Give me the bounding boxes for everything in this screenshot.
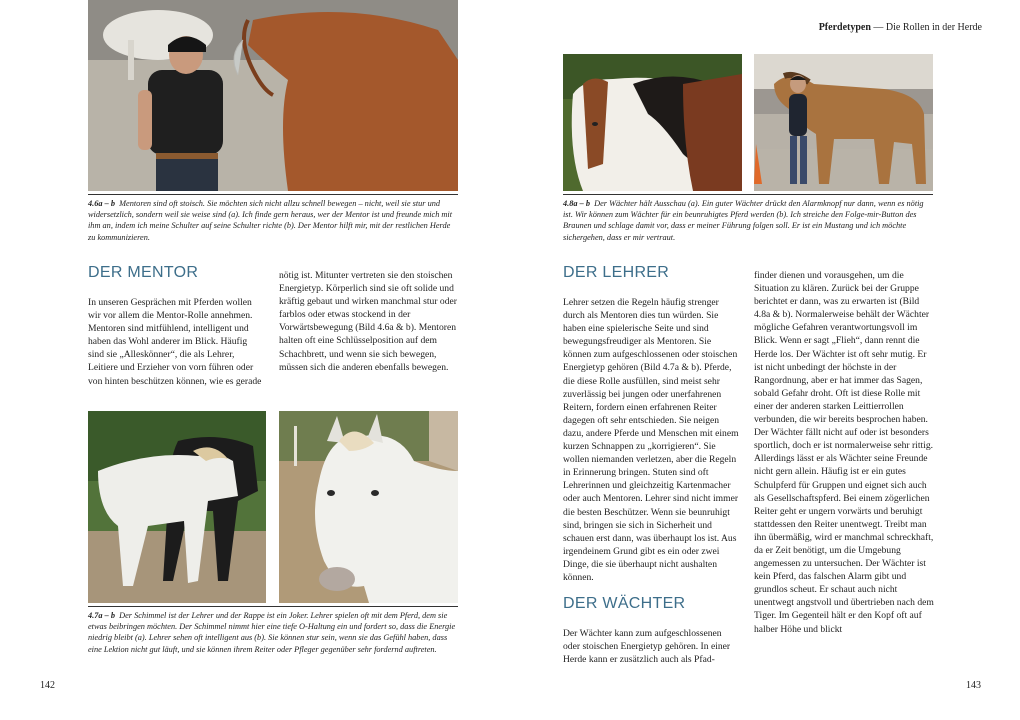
caption-label: 4.6a – b — [88, 199, 115, 208]
lehrer-text: Lehrer setzen die Regeln häufig strenger durch als Mentoren dies tun würden. Sie haben eine spielerische Seite und sind bewegungsfreudiger als Mentoren. Sie können zum aufgeschlossenen oder stoischen Energietyp gehören (Bild 4.7a & b). Pferde, die diese Rolle ausfüllen, sind meist sehr zuverlässig bei jungen oder unerfahrenen Reitern, fordern einen erfahrenen Reiter dagegen oft sehr entschieden. Sie neigen dazu, andere Pferde und Menschen mit einem kurzen Schnappen zu „korrigieren“. Sie wollen niemanden verletzen, aber die Regeln in Erinnerung bringen. Stuten sind oft Lehrerinnen und gleichzeitig Kartenmacher oder auch Mentoren. Lehrer sind nicht immer die besten Beschützer. Wenn sie beunruhigt sind, bringen sie sich in Sicherheit und schauen erst dann, was überhaupt los ist. Aus irgendeinem Grund gibt es ein oder zwei Dinge, die sie überhaupt nicht aushalten können. — [563, 297, 739, 583]
right-column-text: finder dienen und vorausgehen, um die Situation zu klären. Zurück bei der Gruppe berichtet er dann, was zu erwarten ist (Bild 4.8a & b). Normalerweise behält der Wächter mögliche Gefahren verantwortungsvoll im Blick. Wenn er sagt „Flieh“, dann rennt die Herde los. Der Wächter ist oft sehr mutig. Er ist nicht unbedingt der höchste in der Rangordnung, aber er hat immer das Sagen, sobald Gefahr droht. Oft ist diese Rolle mit einer der anderen starken Leittierrollen verbunden, die wir bereits besprochen haben. Der Wächter fällt nicht auf oder ist besonders sportlich, doch er ist normalerweise sehr rittig. Allerdings lässt er als Wächter seine Freunde nicht gern allein. Häufig ist er ein gutes Schulpferd für Gruppen und eignet sich auch als Gesellschaftspferd. Bei einem zögerlichen Reiter geht er ungern vorwärts und beruhigt stattdessen den Reiter unentwegt. Treibt man ihn übermäßig, wird er manchmal schreckhaft, da er Zeit benötigt, um die Umgebung angemessen zu untersuchen. Der Wächter ist kein Pferd, das falschen Alarm gibt und grundlos scheut. Er schaut auch nicht unentwegt angstvoll und übertrieben nach dem Tiger. Im Gegenteil hält er den Kopf oft auf halber Höhe und blickt — [754, 270, 934, 635]
caption-4-6 — [88, 194, 458, 242]
caption-text: Mentoren sind oft stoisch. Sie möchten sich nicht allzu schnell bewegen – nicht, weil sie stur und widersetzlich, sondern weil sie weise sind (a). Ich finde gern heraus, wer der Mentor ist und freunde mich mit ihm an, indem ich meine Schulter auf seine Schulter richte (b). Der Mentor hilft mir, mit der restlichen Herde zu kommunizieren. — [88, 199, 453, 242]
mentor-column-2: nötig ist. Mitunter vertreten sie den stoischen Energietyp. Körperlich sind sie oft solide und kräftig gebaut und wirken manchmal stur oder farblos oder etwas stockend in der Vorwärtsbewegung (Bild 4.6a & b). Mentoren halten oft eine Schlüsselposition auf dem Schachbrett, und wenn sie sich bewegen, müssen sich die anderen ebenfalls bewegen. — [279, 270, 457, 373]
photo-lehrer-white-head — [279, 411, 458, 603]
photo-mentor-horse — [88, 0, 458, 191]
running-head-separator: — — [873, 22, 884, 33]
caption-label: 4.8a – b — [563, 199, 590, 208]
waechter-start: Der Wächter kann zum aufgeschlossenen oder stoischen Energietyp gehören. In einer Herde kann er zusätzlich auch als Pfad- — [563, 628, 731, 666]
running-head-section: Pferdetypen — [818, 22, 871, 33]
mentor-column-1: In unseren Gesprächen mit Pferden wollen wir vor allem die Mentor-Rolle annehmen. Mentoren sind mitfühlend, intelligent und haben das Wohl anderer im Blick. Häufig sind sie „Alleskönner“, die als Lehrer, Leitiere und Erzieher von vorn führen oder von hinten beschützen können, wie es gerade — [88, 297, 262, 387]
heading-mentor: DER MENTOR — [88, 264, 199, 281]
page-number-left: 142 — [40, 680, 55, 691]
running-head-chapter: Die Rollen in der Herde — [885, 22, 982, 33]
caption-label: 4.7a – b — [88, 611, 115, 620]
heading-waechter: DER WÄCHTER — [563, 595, 686, 612]
heading-lehrer: DER LEHRER — [563, 264, 670, 281]
page-number-right: 143 — [966, 680, 981, 691]
caption-4-7 — [88, 606, 458, 666]
photo-waechter-two-horses — [563, 54, 742, 191]
photo-lehrer-white-black — [88, 411, 266, 603]
caption-4-8 — [563, 194, 933, 242]
running-head — [819, 22, 982, 33]
caption-text: Der Schimmel ist der Lehrer und der Rappe ist ein Joker. Lehrer spielen oft mit dem Pferd, dem sie etwas beibringen möchten. Der Schimmel nimmt hier eine tiefe O-Haltung ein und fordert so, dass die Energie niedrig bleibt (a). Lehrer sehen oft intelligent aus (b). Sie können stur sein, wenn sie das Gefühl haben, dass eine Lektion nicht gut läuft, und sie können ihrem Reiter oder Pfleger gegenüber sehr fordernd auftreten. — [88, 611, 456, 654]
caption-text: Der Wächter hält Ausschau (a). Ein guter Wächter drückt den Alarmknopf nur dann, wenn es nötig ist. Wir können zum Wächter für ein beunruhigtes Pferd werden (b). Ich streiche den Folge-mir-Button des Braunen und schlage damit vor, dass er meiner Führung folgen soll. Er ist ein Mustang und ich möchte sichergehen, dass er mir vertraut. — [563, 199, 924, 242]
photo-waechter-woman-horse — [754, 54, 933, 191]
